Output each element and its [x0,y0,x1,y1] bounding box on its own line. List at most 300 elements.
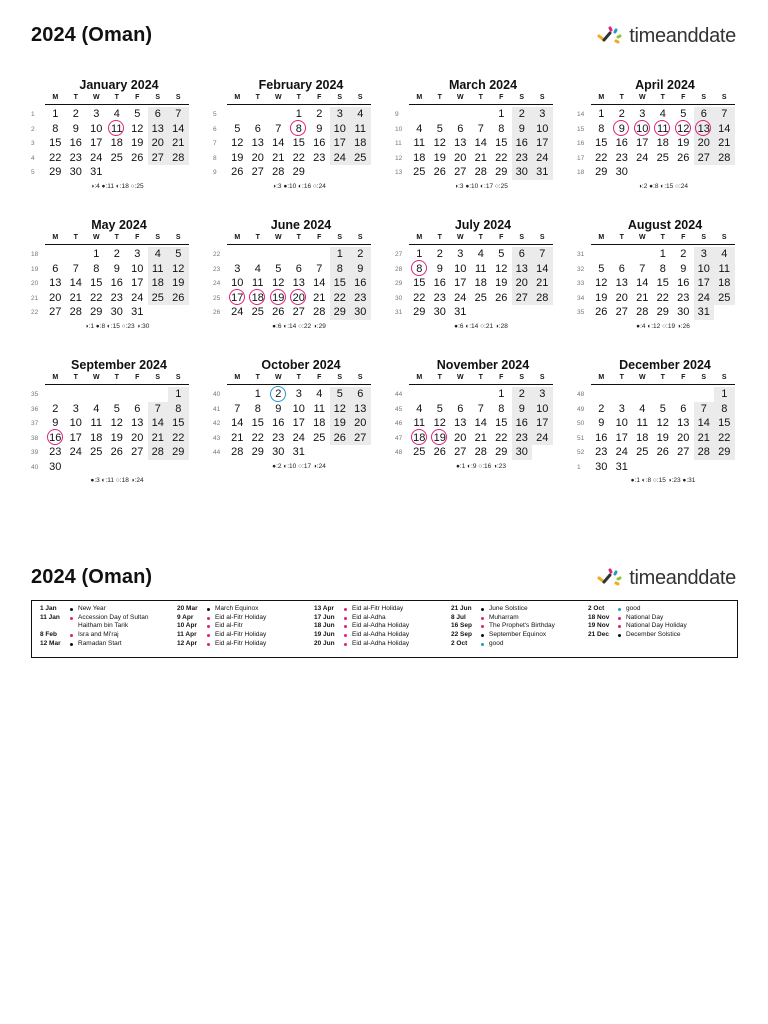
calendar-day: 8 [498,402,505,415]
calendar-day: 6 [254,122,261,135]
calendar-day: 20 [289,291,310,306]
weekday-label: M [416,234,423,241]
week-number: 50 [577,420,585,427]
calendar-day: 3 [330,107,351,122]
calendar-day: 14 [148,416,169,431]
week-number: 40 [213,391,221,398]
calendar-day: 14 [532,262,553,277]
calendar-day: 11 [714,262,735,277]
weekday-label: S [539,234,545,241]
weekday-label: M [598,374,605,381]
weekday-header [213,374,371,384]
calendar-day: 10 [632,122,653,137]
holiday-bullet-icon [481,625,484,628]
calendar-day: 29 [168,445,189,460]
calendar-day: 4 [639,402,646,415]
calendar-day: 12 [656,417,669,429]
holiday-bullet-icon [344,617,347,620]
calendar-day: 3 [532,107,553,122]
calendar-day: 15 [495,137,508,149]
weekday-label: T [114,374,119,381]
week-number: 9 [395,111,399,118]
weekday-label: S [701,234,707,241]
holiday-date: 8 Feb [40,631,57,639]
calendar-day: 28 [313,306,326,318]
calendar-day: 30 [272,446,285,458]
moon-phases: ●:3 ◐:11 ○:18 ◑:24 [90,477,144,484]
weekday-label: S [155,374,161,381]
week-number: 2 [31,125,35,133]
weekday-header [213,94,371,104]
calendar-day: 11 [148,262,169,277]
weekday-label: S [175,94,181,101]
week-number: 11 [395,140,402,147]
calendar-day: 15 [90,277,103,289]
calendar-day: 28 [69,306,82,318]
calendar-day: 1 [416,248,423,260]
calendar-day: 8 [409,262,430,277]
week-number: 1 [577,463,581,471]
calendar-day: 30 [49,460,62,473]
weekday-label: T [478,94,483,101]
calendar-day: 1 [714,387,735,402]
month-title: February 2024 [258,78,344,92]
calendar-day: 5 [498,248,505,260]
weekday-label: T [660,234,665,241]
calendar-day: 24 [330,151,351,166]
calendar-day: 1 [498,388,505,400]
calendar-day: 19 [595,291,608,304]
calendar-day: 27 [131,446,144,458]
calendar-day: 30 [110,306,123,318]
calendar-day: 24 [69,446,82,458]
calendar-day: 8 [168,402,189,417]
calendar-day: 11 [413,417,425,429]
calendar-day: 30 [677,306,690,318]
header-divider [45,244,189,245]
moon-phases: ◑:2 ●:8 ◐:15 ○:24 [637,182,689,190]
week-number: 9 [213,169,217,176]
week-number: 49 [577,405,585,413]
calendar-day: 19 [268,291,289,306]
calendar-day: 20 [251,151,264,164]
calendar-day: 10 [292,402,305,415]
weekday-label: S [175,234,181,241]
calendar-day: 17 [532,136,553,151]
calendar-day: 28 [148,445,169,460]
weekday-label: F [681,234,686,241]
calendar-day: 29 [714,445,735,460]
weekday-header [213,234,371,244]
month-calendar [213,78,371,208]
holiday-name: Eid al-Fitr Holiday [215,613,267,621]
calendar-day: 17 [131,277,144,289]
calendar-day: 31 [131,306,144,318]
calendar-day: 26 [231,166,244,178]
calendar-day: 11 [350,122,371,137]
month-calendar [395,218,553,348]
calendar-day: 10 [532,402,553,417]
week-number: 47 [395,434,403,442]
weekday-label: M [234,374,241,381]
holiday-date: 18 Jun [314,622,335,630]
calendar-day: 20 [615,291,628,304]
timeanddate-logo-icon [596,25,626,47]
header-divider [227,104,371,105]
calendar-day: 26 [131,151,144,164]
calendar-day: 22 [49,151,62,164]
calendar-day: 14 [474,137,487,149]
weekday-label: T [255,94,260,101]
holiday-date: 1 Jan [40,605,57,612]
calendar-day: 27 [49,306,62,318]
weekday-label: S [175,374,181,381]
weekday-label: M [234,234,241,241]
month-title: November 2024 [436,358,530,372]
calendar-day: 10 [231,277,244,289]
calendar-day: 6 [52,262,59,275]
calendar-day: 25 [474,291,487,304]
week-number: 12 [395,154,403,162]
weekday-label: T [73,94,78,101]
calendar-day: 17 [69,431,82,444]
weekday-label: S [701,374,707,381]
calendar-day: 9 [512,122,533,137]
holiday-name: December Solstice [626,631,681,639]
weekday-label: M [598,234,605,241]
weekday-label: T [255,374,260,381]
calendar-day: 16 [433,277,446,289]
calendar-day: 28 [532,291,553,306]
holiday-date: 8 Jul [451,613,466,621]
month-title: October 2024 [261,358,341,372]
holiday-bullet-icon [618,608,621,611]
weekday-label: T [296,374,301,381]
week-number: 38 [31,434,39,442]
calendar-day: 18 [90,431,103,444]
calendar-day: 18 [148,276,169,291]
weekday-label: M [234,94,241,101]
week-number: 34 [577,294,585,302]
holiday-bullet-icon [618,617,621,620]
month-calendar [577,218,735,348]
calendar-day: 8 [598,122,605,135]
calendar-day: 14 [474,417,487,429]
month-calendar [577,358,735,488]
calendar-day: 31 [90,166,103,178]
calendar-day: 7 [532,247,553,262]
month-title: December 2024 [619,358,711,372]
calendar-day: 3 [234,262,241,275]
calendar-day: 31 [694,305,715,320]
weekday-label: M [52,374,59,381]
calendar-day: 11 [313,402,325,415]
calendar-day: 17 [532,416,553,431]
week-number: 7 [213,140,217,147]
holiday-bullet-icon [344,634,347,637]
calendar-day: 19 [430,431,451,446]
calendar-day: 29 [656,306,669,318]
calendar-day: 7 [148,402,169,417]
calendar-day: 27 [694,151,715,166]
calendar-day: 23 [512,151,533,166]
calendar-day: 13 [49,277,62,289]
calendar-day: 6 [694,107,715,122]
calendar-day: 13 [148,122,169,137]
weekday-header [577,374,735,384]
weekday-label: F [681,374,686,381]
calendar-day: 25 [413,446,426,458]
calendar-day: 3 [618,402,625,415]
holiday-date: 21 Dec [588,631,609,639]
calendar-day: 13 [454,417,467,429]
holiday-date: 2 Oct [451,639,468,647]
calendar-day: 18 [413,151,426,164]
calendar-day: 3 [639,108,646,120]
calendar-day: 20 [454,151,467,164]
calendar-day: 1 [295,108,302,120]
moon-phases: ◑:1 ●:8 ◐:15 ○:23 ◑:30 [84,322,150,330]
calendar-day: 24 [231,306,244,318]
header-divider [409,104,553,105]
calendar-day: 21 [532,276,553,291]
calendar-day: 4 [148,247,169,262]
weekday-label: T [478,374,483,381]
calendar-day: 27 [350,431,371,446]
calendar-day: 5 [598,262,605,275]
calendar-day: 26 [433,166,446,178]
calendar-day: 11 [107,122,128,137]
calendar-day: 29 [90,306,103,318]
week-number: 5 [213,111,217,118]
weekday-label: W [274,234,282,241]
calendar-day: 19 [330,416,351,431]
calendar-day: 22 [413,291,426,304]
calendar-day: 12 [433,417,446,429]
calendar-day: 28 [694,445,715,460]
calendar-day: 26 [110,446,123,458]
calendar-day: 28 [168,151,189,166]
weekday-label: S [337,234,343,241]
holiday-name: Eid al-Fitr [215,622,243,630]
calendar-day: 2 [618,108,625,120]
calendar-day: 3 [457,248,464,260]
brand-logo [596,23,736,49]
calendar-day: 20 [694,136,715,151]
calendar-day: 21 [148,431,169,446]
weekday-label: M [416,374,423,381]
week-number: 44 [213,449,221,456]
week-number: 52 [577,449,585,456]
calendar-day: 17 [454,277,467,289]
calendar-day: 22 [595,151,608,164]
calendar-day: 4 [350,107,371,122]
weekday-label: S [337,94,343,101]
calendar-day: 14 [694,416,715,431]
calendar-day: 21 [694,431,715,446]
calendar-day: 22 [495,151,508,164]
moon-phases: ●:2 ◐:10 ○:17 ◑:24 [272,462,326,470]
week-number: 39 [31,449,39,456]
weekday-label: F [499,374,504,381]
holiday-name: National Day Holiday [626,622,687,630]
calendar-day: 22 [714,431,735,446]
calendar-day: 17 [330,136,351,151]
calendar-day: 8 [254,402,261,415]
calendar-day: 10 [69,417,82,429]
calendar-day: 23 [110,291,123,304]
calendar-day: 25 [413,166,426,178]
weekday-label: S [721,94,727,101]
holiday-date: 13 Apr [314,605,334,612]
calendar-day: 20 [677,431,690,444]
calendar-day: 11 [475,262,487,275]
weekday-label: F [499,234,504,241]
calendar-day: 10 [694,262,715,277]
calendar-day: 26 [168,291,189,306]
weekday-label: T [114,234,119,241]
header-divider [45,384,189,385]
calendar-day: 29 [251,446,264,458]
week-number: 14 [577,111,585,118]
calendar-day: 23 [677,291,690,304]
calendar-day: 21 [69,291,82,304]
calendar-day: 16 [45,431,66,446]
calendar-day: 24 [615,446,628,458]
holiday-date: 11 Jan [40,613,60,621]
calendar-day: 29 [495,446,508,458]
holiday-bullet-icon [481,608,484,611]
moon-phases: ●:6 ◐:14 ○:22 ◑:29 [272,322,326,330]
holiday-name: Haitham bin Tarik [78,622,129,630]
calendar-day: 30 [512,445,533,460]
calendar-day: 28 [474,166,487,178]
holiday-name: Eid al-Adha Holiday [352,639,410,647]
moon-phases: ●:1 ◐:8 ○:15 ◑:23 ●:31 [630,477,696,484]
weekday-label: S [701,94,707,101]
calendar-day: 30 [69,166,82,178]
weekday-header [31,234,189,244]
weekday-label: F [317,374,322,381]
calendar-day: 7 [714,107,735,122]
calendar-day: 7 [72,262,79,275]
week-number: 18 [577,169,585,176]
calendar-day: 21 [474,431,487,444]
calendar-day: 23 [272,431,285,444]
month-title: March 2024 [448,78,518,92]
calendar-day: 26 [495,291,508,304]
weekday-label: S [721,234,727,241]
calendar-day: 16 [69,137,82,149]
calendar-day: 25 [251,306,264,318]
month-calendar [213,218,371,348]
weekday-header [577,234,735,244]
calendar-day: 31 [615,460,628,473]
month-title: May 2024 [91,218,147,232]
holiday-bullet-icon [481,617,484,620]
week-number: 13 [395,169,403,176]
weekday-label: S [337,374,343,381]
week-number: 40 [31,463,39,471]
calendar-day: 7 [234,402,241,415]
week-number: 24 [213,280,221,287]
calendar-day: 15 [168,416,189,431]
calendar-day: 26 [595,306,608,318]
month-calendar [31,218,189,348]
header-divider [591,384,735,385]
header-divider [409,244,553,245]
calendar-day: 23 [615,151,628,164]
holiday-name: Eid al-Fitr Holiday [215,639,267,647]
calendar-day: 18 [248,291,269,306]
week-number: 22 [213,251,221,258]
week-number: 3 [31,140,35,147]
calendar-day: 10 [330,122,351,137]
calendar-day: 5 [436,402,443,415]
calendar-day: 13 [615,277,628,289]
calendar-day: 12 [110,417,123,429]
calendar-day: 29 [413,306,426,318]
calendar-day: 27 [148,151,169,166]
calendar-day: 18 [474,277,487,289]
brand-logo-footer [596,565,736,591]
week-number: 23 [213,265,221,273]
calendar-day: 11 [413,137,425,149]
weekday-label: W [274,374,282,381]
week-number: 26 [213,309,221,316]
week-number: 21 [31,294,39,302]
calendar-day: 24 [636,151,649,164]
calendar-day: 15 [656,277,669,289]
calendar-day: 7 [639,262,646,275]
calendar-day: 16 [272,417,285,429]
calendar-day: 30 [615,166,628,178]
calendar-day: 10 [615,417,628,429]
holiday-date: 20 Mar [177,605,198,612]
week-number: 31 [395,309,403,316]
calendar-day: 13 [694,122,715,137]
calendar-day: 8 [714,402,735,417]
calendar-day: 6 [457,402,464,415]
holiday-bullet-icon [207,608,210,611]
week-number: 31 [577,251,585,258]
weekday-label: T [478,234,483,241]
holiday-bullet-icon [207,643,210,646]
moon-phases: ◑:3 ●:10 ◐:17 ○:25 [454,182,508,190]
weekday-label: T [437,94,442,101]
calendar-day: 26 [272,306,285,318]
week-number: 29 [395,280,403,287]
holiday-date: 19 Jun [314,631,335,639]
calendar-day: 17 [615,431,628,444]
weekday-label: T [73,234,78,241]
holiday-bullet-icon [344,643,347,646]
calendar-day: 3 [93,108,100,120]
weekday-label: F [135,374,140,381]
calendar-day: 30 [350,305,371,320]
calendar-day: 5 [659,402,666,415]
calendar-day: 10 [131,262,144,275]
moon-phases: ◑:3 ●:10 ◐:16 ○:24 [272,182,326,190]
calendar-day: 26 [656,446,669,458]
calendar-day: 9 [436,262,443,275]
calendar-day: 18 [714,276,735,291]
holiday-date: 12 Apr [177,639,197,647]
calendar-day: 16 [512,416,533,431]
week-number: 15 [577,125,585,133]
holiday-name: Eid al-Fitr Holiday [215,631,267,639]
calendar-day: 28 [714,151,735,166]
